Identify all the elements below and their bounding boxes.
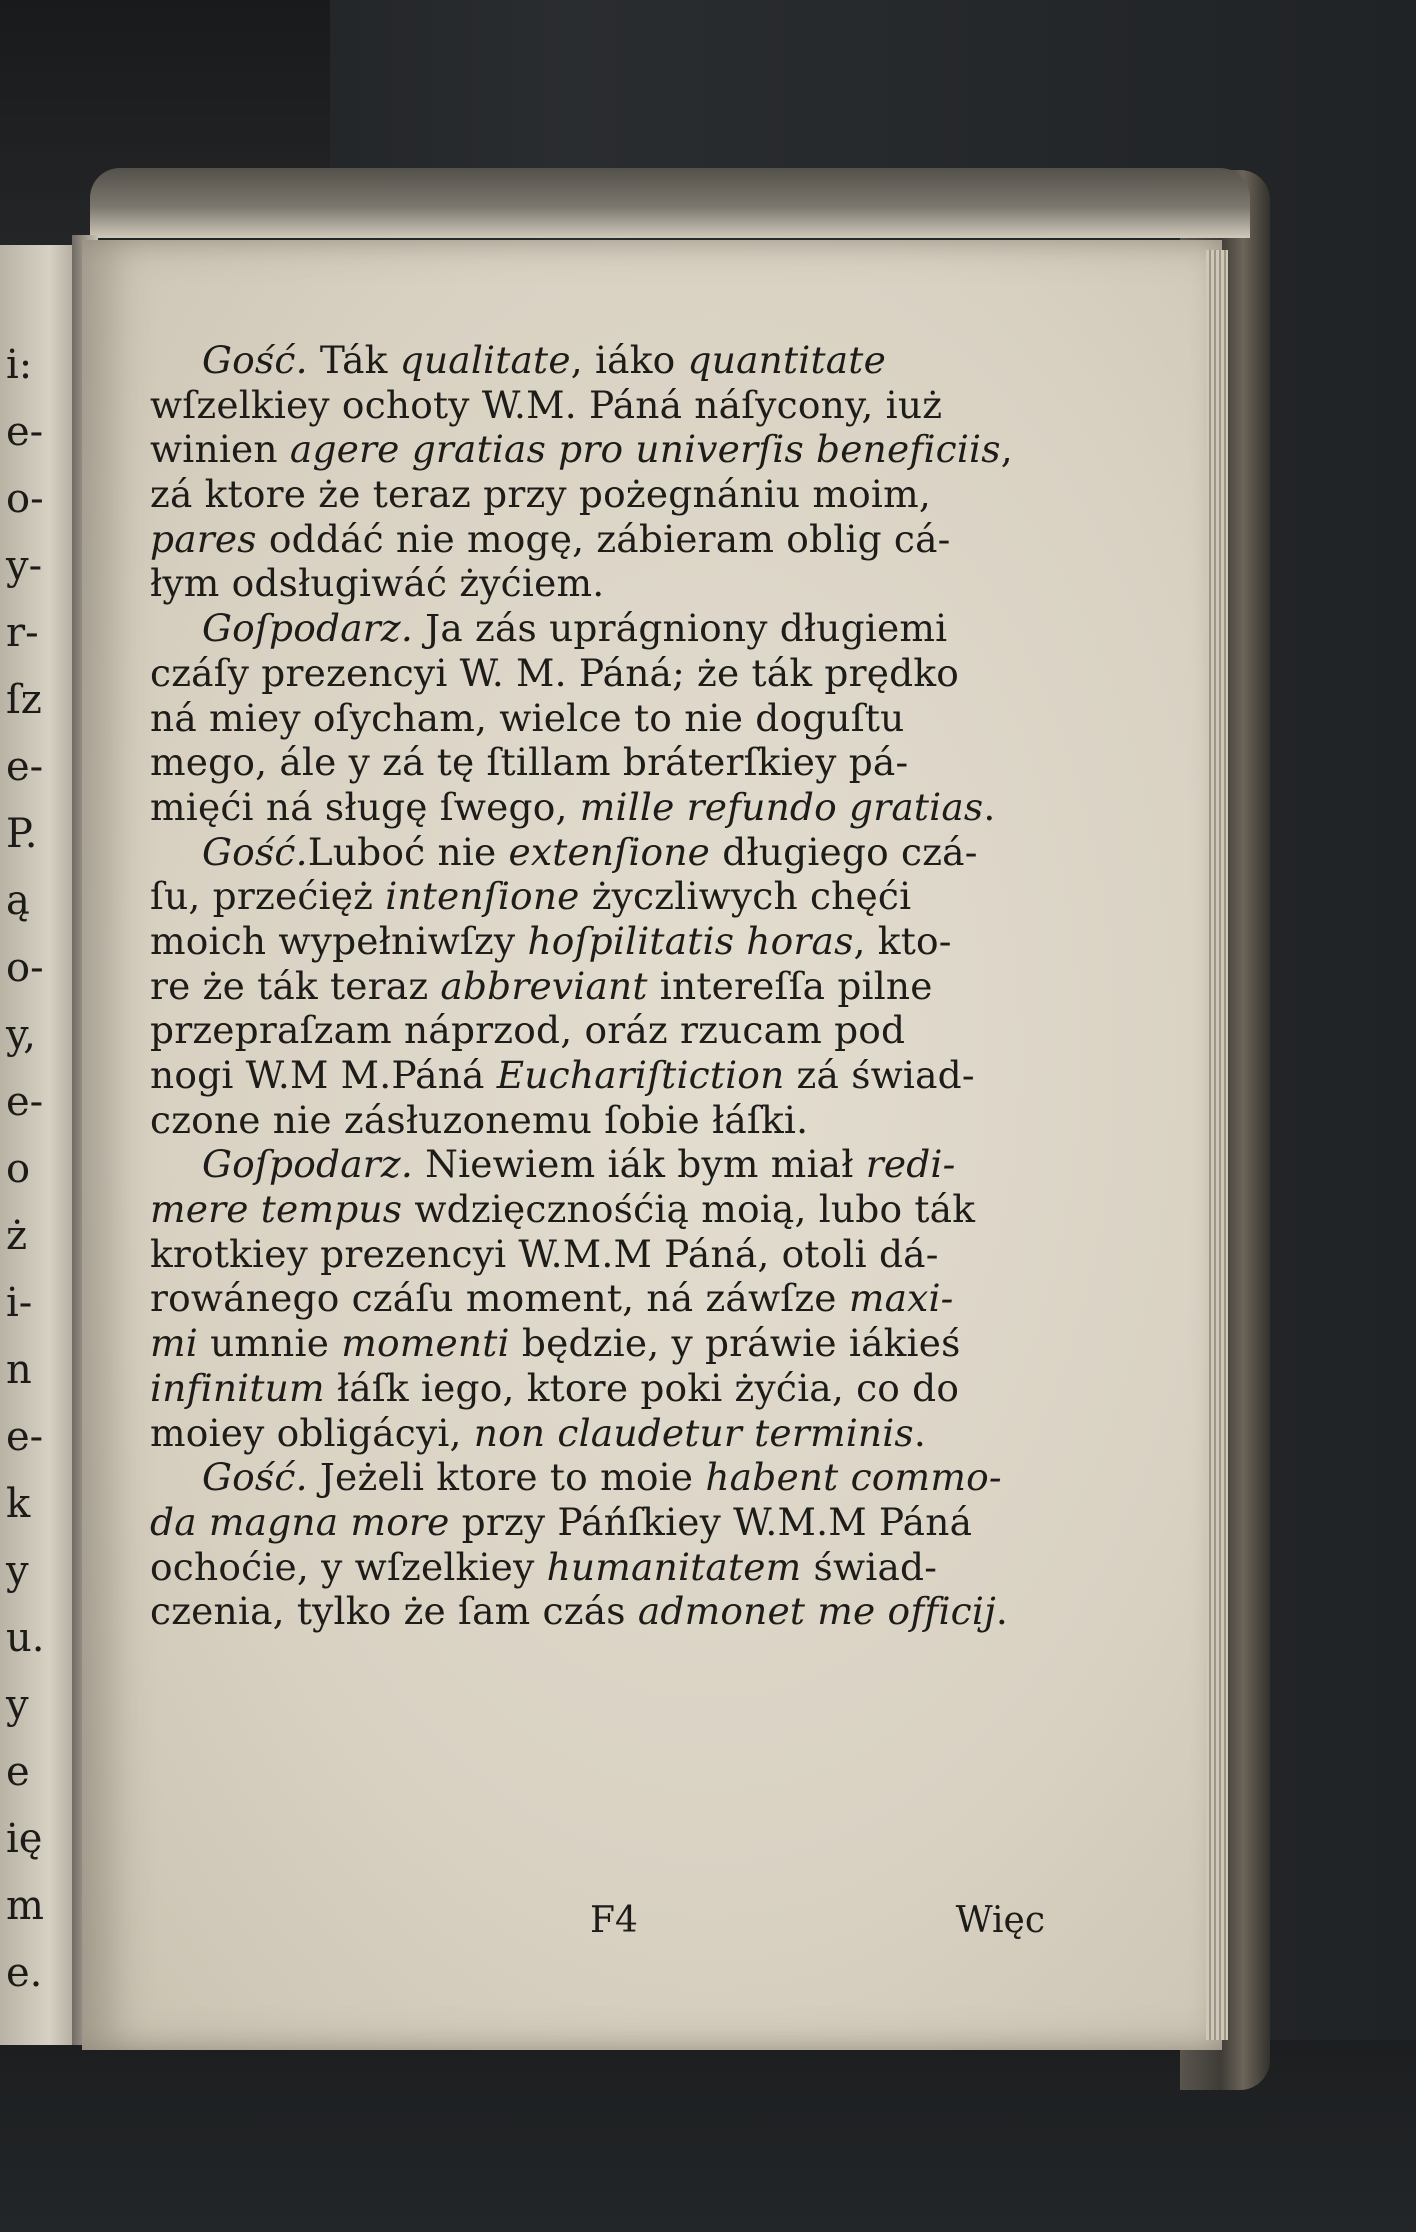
italic-segment: redi-	[865, 1142, 956, 1187]
text-segment: moich wypełniwſzy	[150, 918, 528, 963]
left-page-fragment: e-	[6, 1079, 44, 1125]
text-line	[150, 1053, 1085, 1098]
text-segment: Ja zás uprágniony długiemi	[412, 606, 948, 651]
text-line	[150, 919, 1085, 964]
text-line	[150, 1455, 1085, 1500]
left-page-fragment: o-	[6, 945, 44, 991]
left-page-fragment: r-	[6, 610, 39, 656]
italic-segment: mere tempus	[150, 1187, 403, 1232]
italic-segment: admonet me officij	[637, 1589, 996, 1634]
text-line	[150, 1411, 1085, 1456]
text-segment: mięći ná sługę ſwego,	[150, 784, 580, 829]
text-line	[150, 740, 1085, 785]
text-line	[150, 606, 1085, 651]
text-line	[150, 338, 1085, 383]
page-footer	[150, 1900, 1085, 1952]
text-segment: życzliwych chęći	[579, 874, 912, 919]
text-segment: Ták	[319, 338, 400, 382]
text-segment: , iáko	[570, 338, 688, 382]
left-page-fragment: ą	[6, 878, 30, 924]
left-page-fragment: i-	[6, 1280, 33, 1326]
text-line	[150, 785, 1085, 830]
italic-segment: intenſione	[385, 874, 580, 919]
text-line	[150, 1589, 1085, 1634]
text-line	[150, 1276, 1085, 1321]
text-segment: ochoćie, y wſzelkiey	[150, 1544, 547, 1589]
text-segment: ſu, przećięż	[150, 874, 386, 919]
text-line	[150, 427, 1085, 472]
text-line	[150, 1142, 1085, 1187]
text-line	[150, 1321, 1085, 1366]
italic-segment: Gość.	[202, 829, 308, 874]
text-line	[150, 1098, 1085, 1143]
text-segment: wdzięcznośćią moią, lubo ták	[402, 1187, 976, 1232]
text-segment: rowánego czáſu moment, ná záwſze	[150, 1276, 849, 1321]
italic-segment: extenſione	[508, 829, 711, 874]
text-segment: .	[995, 1589, 1009, 1634]
text-line	[150, 383, 1085, 428]
text-segment: umnie	[197, 1321, 342, 1366]
book-binding-top	[90, 168, 1250, 238]
left-page-fragment: e-	[6, 409, 44, 455]
left-page-fragment: P.	[6, 811, 38, 857]
italic-segment: Goſpodarz.	[202, 606, 413, 651]
italic-segment: mille refundo gratias	[579, 784, 984, 829]
text-line	[150, 1545, 1085, 1590]
text-segment: ,	[1000, 427, 1013, 472]
italic-segment: hoſpilitatis horas	[527, 918, 854, 963]
text-segment: Niewiem iák bym miał	[412, 1142, 866, 1187]
page-edges	[1206, 250, 1228, 2040]
text-segment: intereſſa pilne	[647, 963, 933, 1008]
left-page-fragment: e	[6, 1749, 30, 1795]
text-segment: łáſk iego, ktore poki żyćia, co do	[324, 1365, 960, 1410]
text-segment: winien	[150, 427, 290, 472]
text-line	[150, 1500, 1085, 1545]
text-line	[150, 1232, 1085, 1277]
text-segment: długiego czá-	[710, 829, 978, 874]
left-page-fragment: n	[6, 1347, 32, 1393]
left-page-fragment: e.	[6, 1950, 43, 1996]
text-line	[150, 1187, 1085, 1232]
text-line	[150, 830, 1085, 875]
text-segment: Luboć nie	[307, 829, 509, 874]
italic-segment: mi	[150, 1321, 198, 1366]
text-segment: oddáć nie mogę, zábieram oblig cá-	[256, 516, 951, 561]
italic-segment: pares	[150, 516, 257, 561]
catchword: Więc	[955, 1900, 1045, 1941]
italic-segment: maxi-	[848, 1276, 954, 1321]
italic-segment: abbreviant	[440, 963, 648, 1008]
text-segment: krotkiey prezencyi W.M.M Páná, otoli dá-	[150, 1231, 939, 1276]
left-page-fragment: u.	[6, 1615, 45, 1661]
text-segment: przy Páńſkiey W.M.M Páná	[449, 1499, 973, 1544]
italic-segment: quantitate	[687, 338, 886, 382]
text-line	[150, 1008, 1085, 1053]
italic-segment: Goſpodarz.	[202, 1142, 413, 1187]
text-segment: re że ták teraz	[150, 963, 441, 1008]
italic-segment: non claudetur terminis	[473, 1410, 914, 1455]
text-line	[150, 696, 1085, 741]
text-segment: ná miey oſycham, wielce to nie doguſtu	[150, 695, 905, 740]
text-segment: moiey obligácyi,	[150, 1410, 474, 1455]
italic-segment: Gość.	[202, 1455, 308, 1500]
text-line	[150, 874, 1085, 919]
left-page-fragment: o	[6, 1146, 31, 1192]
text-line	[150, 561, 1085, 606]
text-segment: mego, ále y zá tę ſtillam bráterſkiey pá-	[150, 740, 909, 785]
italic-segment: qualitate	[399, 338, 571, 382]
text-segment: , kto-	[853, 918, 952, 963]
page-text-block	[150, 338, 1085, 1634]
text-line	[150, 651, 1085, 696]
text-segment: czone nie zásłuzonemu ſobie łáſki.	[150, 1097, 809, 1142]
text-segment: czáſy prezencyi W. M. Páná; że ták prędko	[150, 650, 960, 695]
text-line	[150, 472, 1085, 517]
text-segment: wſzelkiey ochoty W.M. Páná náſycony, iuż	[150, 382, 943, 427]
text-segment: będzie, y práwie iákieś	[509, 1321, 961, 1366]
text-segment: świad-	[801, 1544, 938, 1589]
text-segment: Jeżeli ktore to moie	[307, 1455, 706, 1500]
left-page-fragment: y	[6, 1548, 29, 1594]
text-segment: przepraſzam náprzod, oráz rzucam pod	[150, 1008, 906, 1053]
left-page-fragment: y-	[6, 543, 43, 589]
left-page-fragment: y	[6, 1682, 29, 1728]
left-page-fragment: ſz	[6, 677, 42, 723]
italic-segment: agere gratias pro univerſis beneficiis	[289, 427, 1001, 472]
italic-segment: Euchariſtiction	[496, 1053, 785, 1097]
left-page-fragment: o-	[6, 476, 44, 522]
text-segment: nogi W.M M.Páná	[150, 1053, 497, 1097]
italic-segment: momenti	[341, 1321, 510, 1366]
italic-segment: Gość.	[202, 338, 320, 382]
left-page-fragment: ż	[6, 1213, 28, 1259]
signature-mark: F4	[590, 1900, 638, 1941]
italic-segment: da magna more	[150, 1499, 450, 1544]
italic-segment: habent commo-	[705, 1455, 1002, 1500]
left-page-fragment: e-	[6, 744, 44, 790]
left-page-fragment: ię	[6, 1816, 43, 1862]
text-segment: zá ktore że teraz przy pożegnániu moim,	[150, 472, 931, 517]
text-segment: .	[983, 784, 996, 829]
text-segment: łym odsługiwáć żyćiem.	[150, 561, 605, 606]
left-page-fragment: e-	[6, 1414, 44, 1460]
left-page-fragment: k	[6, 1481, 31, 1527]
italic-segment: infinitum	[150, 1365, 325, 1410]
left-page-fragment: y,	[6, 1012, 36, 1058]
text-segment: zá świad-	[784, 1053, 975, 1097]
text-line	[150, 517, 1085, 562]
text-line	[150, 964, 1085, 1009]
italic-segment: humanitatem	[546, 1544, 802, 1589]
text-line	[150, 1366, 1085, 1411]
left-page-fragment: m	[6, 1883, 44, 1929]
text-segment: .	[913, 1410, 927, 1455]
left-page-fragment: i:	[6, 342, 33, 388]
text-segment: czenia, tylko że ſam czás	[150, 1589, 638, 1634]
